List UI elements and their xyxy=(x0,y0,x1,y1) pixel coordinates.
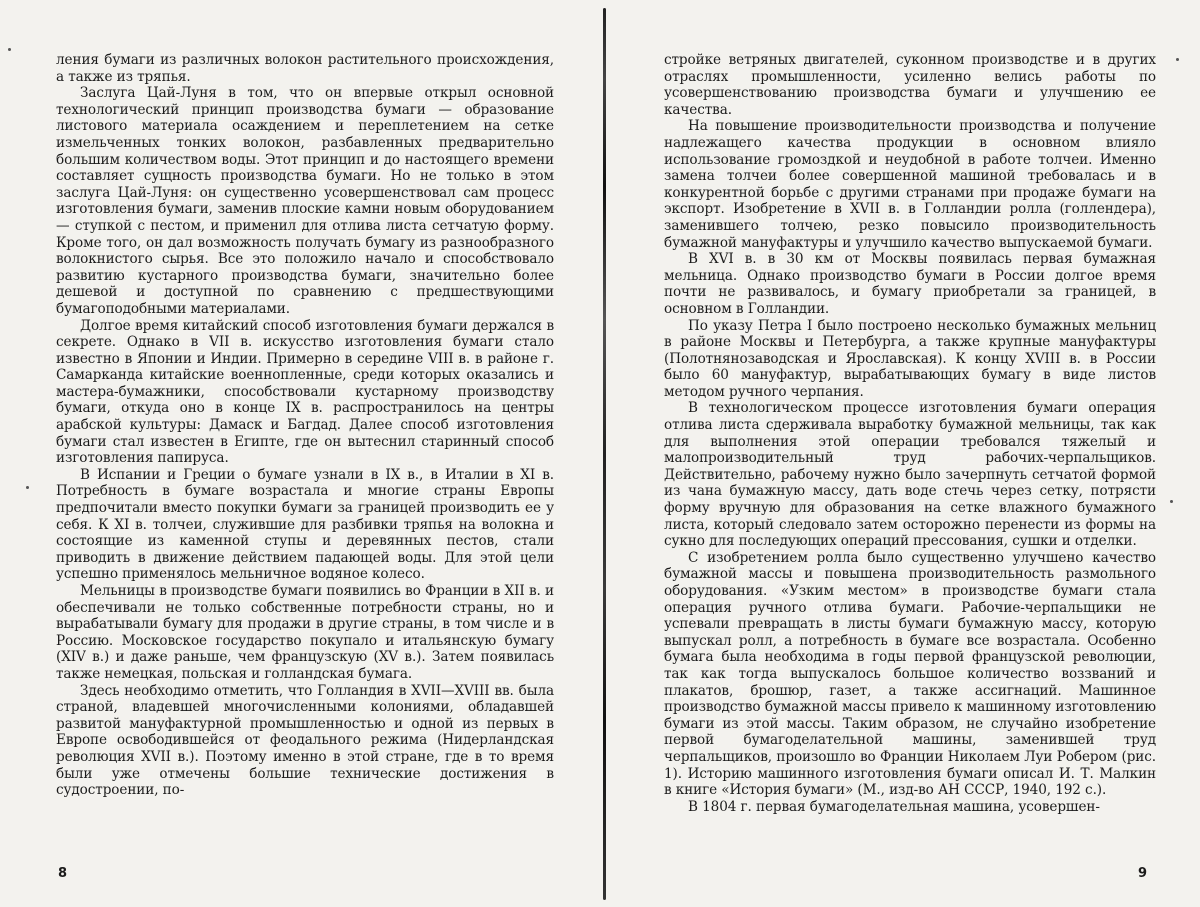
right-page-text xyxy=(664,52,1156,815)
scan-speck xyxy=(1176,58,1179,61)
paragraph: ления бумаги из различных волокон растительного происхождения, а также из тряпья. xyxy=(56,52,554,85)
paragraph: В 1804 г. первая бумагоделательная машина, усовершен- xyxy=(688,798,1100,815)
paragraph: Мельницы в производстве бумаги появились во Франции в XII в. и обеспечивали не только собственные потребности страны, но и вырабатывали бумагу для продажи в другие страны, в том числе и в Россию. Московское государство покупало и итальянскую бумагу (XIV в.) и даже раньше, чем французскую (XV в.). Затем появилась также немецкая, польская и голландская бумага. xyxy=(56,583,554,682)
paragraph: По указу Петра I было построено несколько бумажных мельниц в районе Москвы и Петербурга, а также крупные мануфактуры (Полотнянозаводская и Ярославская). К концу XVIII в. в России было 60 мануфактур, вырабатывающих бумагу в виде листов методом ручного черпания. xyxy=(664,317,1156,400)
page-number-right: 9 xyxy=(1138,866,1148,881)
paragraph: На повышение производительности производства и получение надлежащего качества продукции в основном влияло использование громоздкой и неудобной в работе толчеи. Именно замена толчеи более совершенной машиной требовалась и в конкурентной борьбе с другими странами при продаже бумаги на экспорт. Изобретение в XVII в. в Голландии ролла (голлендера), заменившего толчею, резко повысило производительность бумажной мануфактуры и улучшило качество выпускаемой бумаги. xyxy=(664,118,1156,251)
paragraph: стройке ветряных двигателей, суконном производстве и в других отраслях промышленности, усиленно велись работы по усовершенствованию производства бумаги и улучшению ее качества. xyxy=(664,52,1156,118)
binding-shadow xyxy=(603,8,606,900)
paragraph: Здесь необходимо отметить, что Голландия в XVII—XVIII вв. была страной, владевшей многочисленными колониями, обладавшей развитой мануфактурной промышленностью и одной из первых в Европе освободившейся от феодального режима (Нидерландская революция XVII в.). Поэтому именно в этой стране, где в то время были уже отмечены большие технические достижения в судостроении, по- xyxy=(56,682,554,799)
paragraph: В технологическом процессе изготовления бумаги операция отлива листа сдерживала выработку бумажной мельницы, так как для выполнения этой операции требовался тяжелый и малопроизводительный труд рабочих-черпальщиков. Действительно, рабочему нужно было зачерпнуть сетчатой формой из чана бумажную массу, дать воде стечь через сетку, потрясти форму вручную для образования на сетке влажного бумажного листа, который следовало затем осторожно перенести из формы на сукно для последующих операций прессования, сушки и отделки. xyxy=(664,400,1156,550)
paragraph: С изобретением ролла было существенно улучшено качество бумажной массы и повышена производительность размольного оборудования. «Узким местом» в производстве бумаги стала операция ручного отлива бумаги. Рабочие-черпальщики не успевали превращать в листы бумаги бумажную массу, которую выпускал ролл, а потребность в бумаге все возрастала. Особенно бумага была необходима в годы первой французской революции, так как тогда выпускалось большое количество воззваний и плакатов, брошюр, газет, а также ассигнаций. Машинное производство бумажной массы привело к машинному изготовлению бумаги из этой массы. Таким образом, не случайно изобретение первой бумагоделательной машины, заменившей труд черпальщиков, произошло во Франции Николаем Луи Робером (рис. 1). Историю машинного изготовления бумаги описал И. Т. Малкин в книге «История бумаги» (М., изд-во АН СССР, 1940, 192 с.). xyxy=(664,549,1156,799)
book-gutter xyxy=(598,0,612,907)
scan-speck xyxy=(1170,500,1173,503)
left-page-text xyxy=(56,52,554,799)
scan-speck xyxy=(26,486,29,489)
page-number-left: 8 xyxy=(58,866,68,881)
paragraph: В Испании и Греции о бумаге узнали в IX в., в Италии в XI в. Потребность в бумаге возрастала и многие страны Европы предпочитали вместо покупки бумаги за границей производить ее у себя. К XI в. толчеи, служившие для разбивки тряпья на волокна и состоящие из каменной ступы и деревянных пестов, стали приводить в движение действием падающей воды. Для этой цели успешно применялось мельничное водяное колесо. xyxy=(56,466,554,583)
paragraph: Заслуга Цай-Луня в том, что он впервые открыл основной технологический принцип производства бумаги — образование листового материала осаждением и переплетением на сетке измельченных тонких волокон, разбавленных предварительно большим количеством воды. Этот принцип и до настоящего времени составляет сущность производства бумаги. Но не только в этом заслуга Цай-Луня: он существенно усовершенствовал сам процесс изготовления бумаги, заменив плоские камни новым оборудованием — ступкой с пестом, и применил для отлива листа сетчатую форму. Кроме того, он дал возможность получать бумагу из разнообразного волокнистого сырья. Все это положило начало и способствовало развитию кустарного производства бумаги, значительно более дешевой и доступной по сравнению с предшествующими бумагоподобными материалами. xyxy=(56,85,554,317)
scan-speck xyxy=(8,48,11,51)
paragraph: В XVI в. в 30 км от Москвы появилась первая бумажная мельница. Однако производство бумаги в России долгое время почти не развивалось, и бумагу приобретали за границей, в основном в Голландии. xyxy=(664,251,1156,317)
paragraph: Долгое время китайский способ изготовления бумаги держался в секрете. Однако в VII в. искусство изготовления бумаги стало известно в Японии и Индии. Примерно в середине VIII в. в районе г. Самарканда китайские военнопленные, среди которых оказались и мастера-бумажники, способствовали кустарному производству бумаги, откуда оно в конце IX в. распространилось на центры арабской культуры: Дамаск и Багдад. Далее способ изготовления бумаги стал известен в Египте, где он вытеснил старинный способ изготовления папируса. xyxy=(56,317,554,467)
